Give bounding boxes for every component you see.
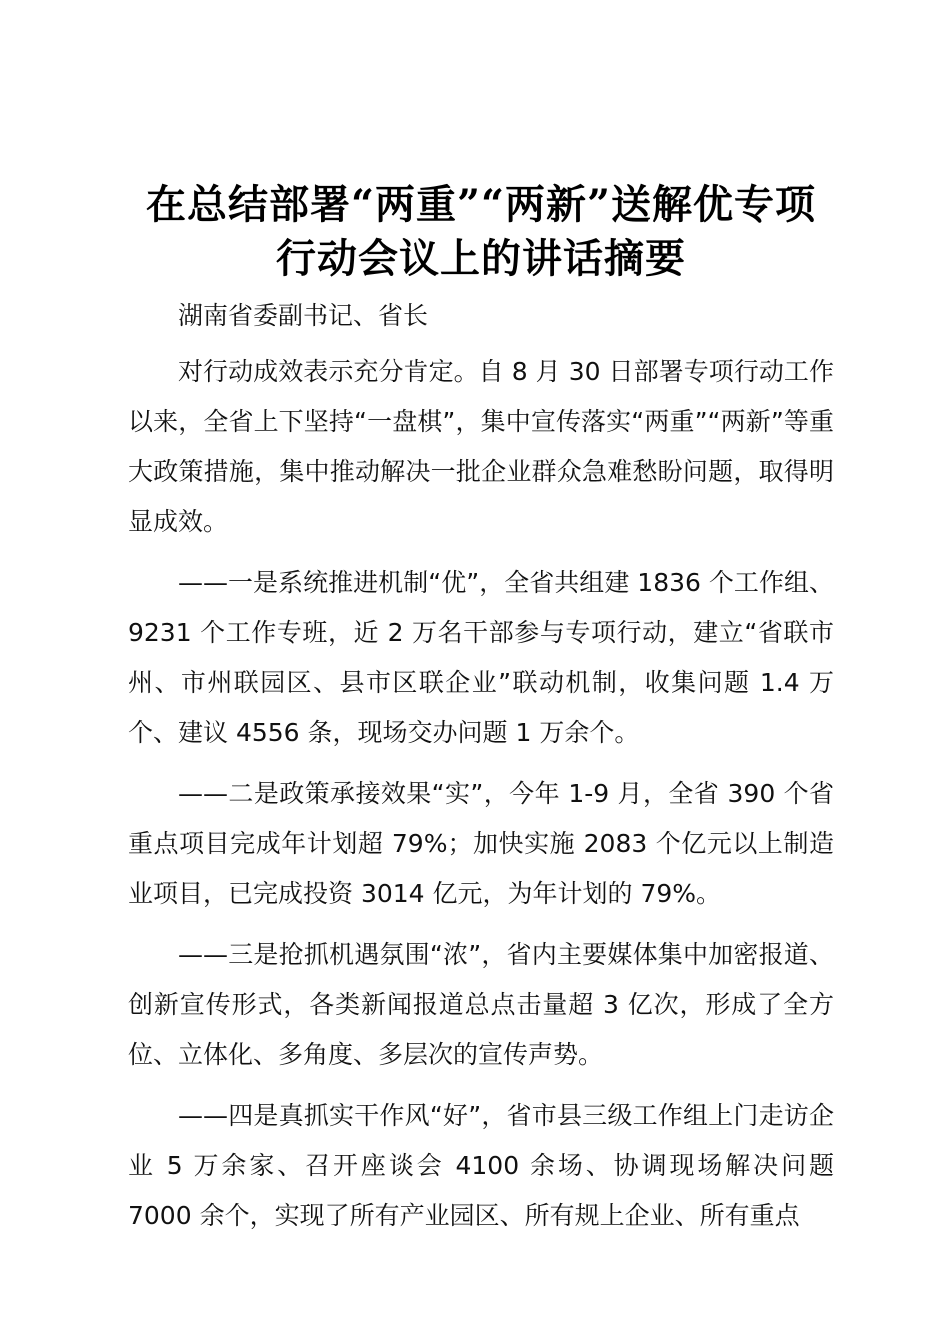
document-title: 在总结部署“两重”“两新”送解优专项行动会议上的讲话摘要 <box>145 181 817 282</box>
paragraph-policy: ——二是政策承接效果“实”，今年 1-9 月，全省 390 个省重点项目完成年计划超 79%；加快实施 2083 个亿元以上制造业项目，已完成投资 3014 亿元，为年计划的 79%。 <box>128 779 834 908</box>
paragraph-atmosphere: ——三是抢抓机遇氛围“浓”，省内主要媒体集中加密报道、创新宣传形式，各类新闻报道总点击量超 3 亿次，形成了全方位、立体化、多角度、多层次的宣传声势。 <box>128 940 834 1069</box>
document-page <box>128 178 834 1241</box>
author-line: 湖南省委副书记、省长 <box>178 301 429 330</box>
paragraph-intro: 对行动成效表示充分肯定。自 8 月 30 日部署专项行动工作以来，全省上下坚持“一盘棋”，集中宣传落实“两重”“两新”等重大政策措施，集中推动解决一批企业群众急难愁盼问题，取得明显成效。 <box>128 357 834 536</box>
paragraph-mechanism: ——一是系统推进机制“优”，全省共组建 1836 个工作组、9231 个工作专班，近 2 万名干部参与专项行动，建立“省联市州、市州联园区、县市区联企业”联动机制，收集问题 1.4 万个、建议 4556 条，现场交办问题 1 万余个。 <box>128 568 834 747</box>
paragraph-work-style: ——四是真抓实干作风“好”，省市县三级工作组上门走访企业 5 万余家、召开座谈会 4100 余场、协调现场解决问题 7000 余个，实现了所有产业园区、所有规上企业、所有重点 <box>128 1101 834 1230</box>
